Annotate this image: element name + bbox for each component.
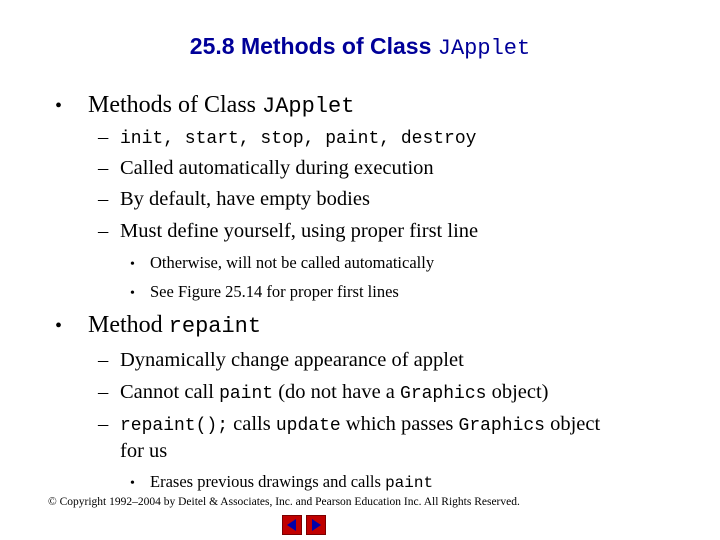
dash: – <box>98 349 109 371</box>
dash: – <box>98 188 109 210</box>
section-1-heading <box>55 92 354 119</box>
slide-title-text: 25.8 Methods of Class <box>189 33 438 59</box>
item-code: Graphics <box>400 384 487 404</box>
section-1-item-4 <box>98 220 478 243</box>
item-code: paint <box>219 384 274 404</box>
item-text: Must define yourself, using proper first line <box>120 220 479 242</box>
item-code: Graphics <box>458 416 545 436</box>
item-text: calls <box>228 413 276 435</box>
dash: – <box>98 220 109 242</box>
next-slide-button[interactable] <box>306 515 326 535</box>
prev-slide-button[interactable] <box>282 515 302 535</box>
triangle-right-icon <box>307 516 325 534</box>
bullet: • <box>55 95 63 117</box>
subitem-text: Otherwise, will not be called automatically <box>150 253 435 272</box>
section-2-subitem-1 <box>130 472 433 492</box>
section-2-text: Method <box>88 312 169 338</box>
dash: – <box>98 413 109 435</box>
section-2-item-3-continuation <box>120 440 167 463</box>
item-text: which passes <box>340 413 459 435</box>
bullet: • <box>130 476 135 491</box>
bullet: • <box>130 257 135 272</box>
bullet: • <box>55 315 63 337</box>
item-text: object <box>544 413 601 435</box>
item-code: repaint(); <box>120 416 229 436</box>
subitem-code: paint <box>385 474 434 492</box>
section-2-item-1 <box>98 349 464 372</box>
subitem-text: See Figure 25.14 for proper first lines <box>150 282 399 301</box>
bullet: • <box>130 286 135 301</box>
item-text: Called automatically during execution <box>120 157 434 179</box>
section-1-subitem-1 <box>130 253 434 273</box>
item-text: for us <box>120 440 168 462</box>
dash: – <box>98 381 109 403</box>
dash: – <box>98 126 109 148</box>
item-text: object) <box>486 381 549 403</box>
triangle-left-icon <box>283 516 301 534</box>
section-2-heading <box>55 312 261 339</box>
section-2-code: repaint <box>168 314 262 339</box>
item-text: (do not have a <box>273 381 401 403</box>
item-text: Cannot call <box>120 381 220 403</box>
section-2-item-2 <box>98 381 549 404</box>
dash: – <box>98 157 109 179</box>
item-code: update <box>275 416 341 436</box>
section-1-item-2 <box>98 157 434 180</box>
subitem-text: Erases previous drawings and calls <box>150 472 386 491</box>
section-1-subitem-2 <box>130 282 399 302</box>
item-text: Dynamically change appearance of applet <box>120 349 464 371</box>
slide-title <box>0 33 720 61</box>
item-text: By default, have empty bodies <box>120 188 370 210</box>
section-1-item-1 <box>98 126 476 149</box>
section-2-item-3 <box>98 413 600 436</box>
section-1-code: JApplet <box>262 94 355 119</box>
section-1-text: Methods of Class <box>88 92 262 118</box>
slide-title-code: JApplet <box>437 36 531 61</box>
section-1-item-3 <box>98 188 370 211</box>
item-code: init, start, stop, paint, destroy <box>120 129 477 149</box>
copyright-footer: © Copyright 1992–2004 by Deitel & Associates, Inc. and Pearson Education Inc. All Rights Reserved. <box>48 496 520 508</box>
